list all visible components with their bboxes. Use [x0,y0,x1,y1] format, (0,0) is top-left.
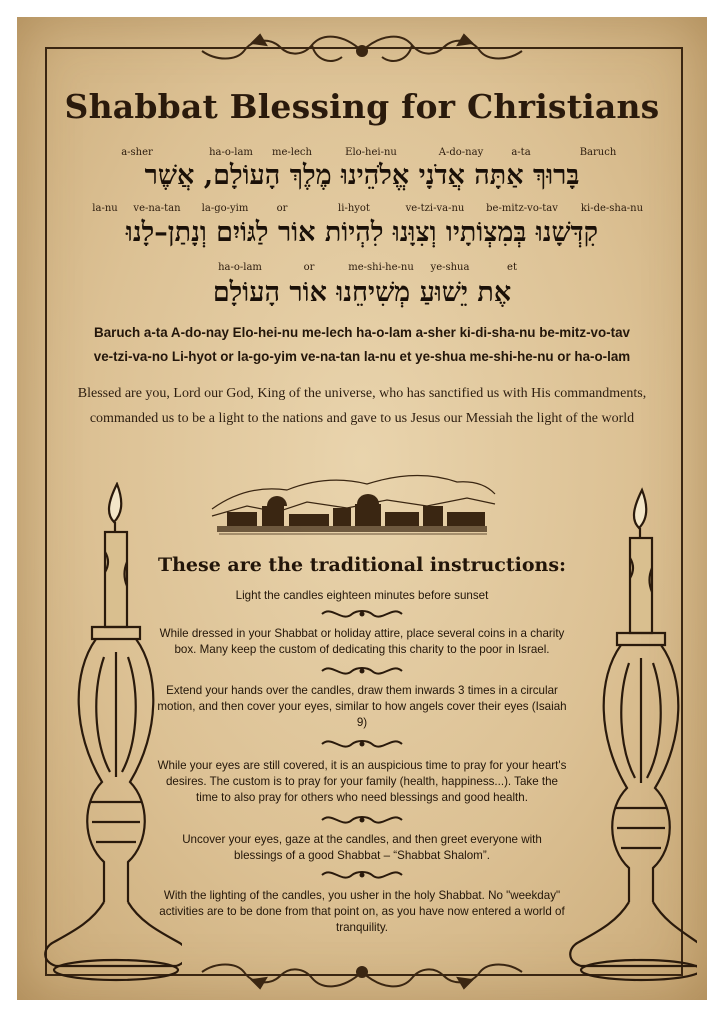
transliteration-row-2 [17,203,707,217]
word-translit: me-lech [272,147,312,158]
word-translit: or [303,262,315,273]
scroll-divider-ornament [312,737,412,751]
candle-illustration [547,482,697,992]
word-translit: me-shi-he-nu [348,262,414,273]
cityscape-illustration [207,454,497,539]
instructions-heading: These are the traditional instructions: [157,554,567,576]
word-translit: Elo-hei-nu [345,147,397,158]
word-translit: ha-o-lam [209,147,253,158]
instruction-3: Extend your hands over the candles, draw them inwards 3 times in a circular motion, and then cover your eyes, similar to how angels cover their eyes (Isaiah 9) [157,684,567,729]
word-translit: la-nu [92,203,118,214]
transliteration-line: Baruch a-ta A-do-nay Elo-hei-nu me-lech ha-o-lam a-sher ki-di-sha-nu be-mitz-vo-tav [94,325,630,340]
instruction-1: Light the candles eighteen minutes before sunset [235,589,489,602]
hebrew-line-2: קִדְּשָׁנוּ בְּמִצְוֹתָיו וְצִוָּנוּ לִהְיוֹת אוֹר לַגּוֹיִם וְנָתַן–לָנוּ [125,217,599,248]
parchment-page [17,17,707,1000]
instruction-5: Uncover your eyes, gaze at the candles, and then greet everyone with blessings of a good Shabbat – “Shabbat Shalom”. [182,833,542,862]
word-translit: ye-shua [430,262,470,273]
hebrew-line-1: בָּרוּךְ אַתָּה אֲדֹנָי אֱלֹהֵינוּ מֶלֶךְ הָעוֹלָם, אֲשֶׁר [144,160,580,191]
word-translit: ve-na-tan [133,203,181,214]
word-translit: li-hyot [338,203,370,214]
english-translation: Blessed are you, Lord our God, King of the universe, who has sanctified us with His commandments, commanded us to be a light to the nations and gave to us Jesus our Messiah the light of the world [77,386,647,426]
word-translit: or [276,203,288,214]
transliteration-row-1 [17,147,707,161]
instruction-6: With the lighting of the candles, you usher in the holy Shabbat. No "weekday" activities are to be done from that point on, as you have now entered a world of tranquility. [159,889,565,934]
instruction-4: While your eyes are still covered, it is an auspicious time to pray for your heart's desires. The custom is to pray for your family (health, happiness...). Take the time to also pray for others who need blessings and good health. [157,759,567,804]
word-translit: A-do-nay [438,147,484,158]
full-transliteration [17,321,707,369]
scroll-divider-ornament [312,813,412,827]
word-translit: la-go-yim [201,203,249,214]
word-translit: Baruch [579,147,617,158]
page-title: Shabbat Blessing for Christians [64,87,660,126]
transliteration-row-3 [17,262,707,276]
word-translit: ve-tzi-va-nu [405,203,465,214]
word-translit: et [507,262,517,273]
candle-illustration [32,482,182,992]
word-translit: ki-de-sha-nu [580,203,644,214]
hebrew-line-3: אֶת יֵשׁוּעַ מְשִׁיחֵנוּ אוֹר הָעוֹלָם [212,277,512,308]
scroll-divider-ornament [312,607,412,621]
word-translit: a-ta [511,147,531,158]
scroll-divider-ornament [312,664,412,678]
scroll-divider-ornament [312,868,412,882]
word-translit: a-sher [121,147,153,158]
transliteration-line: ve-tzi-va-no Li-hyot or la-go-yim ve-na-tan la-nu et ye-shua me-shi-he-nu or ha-o-lam [93,349,631,364]
instruction-2: While dressed in your Shabbat or holiday attire, place several coins in a charity box. Many keep the custom of dedicating this charity to the poor in Israel. [159,627,565,656]
word-translit: ha-o-lam [218,262,262,273]
bottom-flourish-ornament [192,952,532,992]
word-translit: be-mitz-vo-tav [486,203,558,214]
top-flourish-ornament [192,31,532,71]
